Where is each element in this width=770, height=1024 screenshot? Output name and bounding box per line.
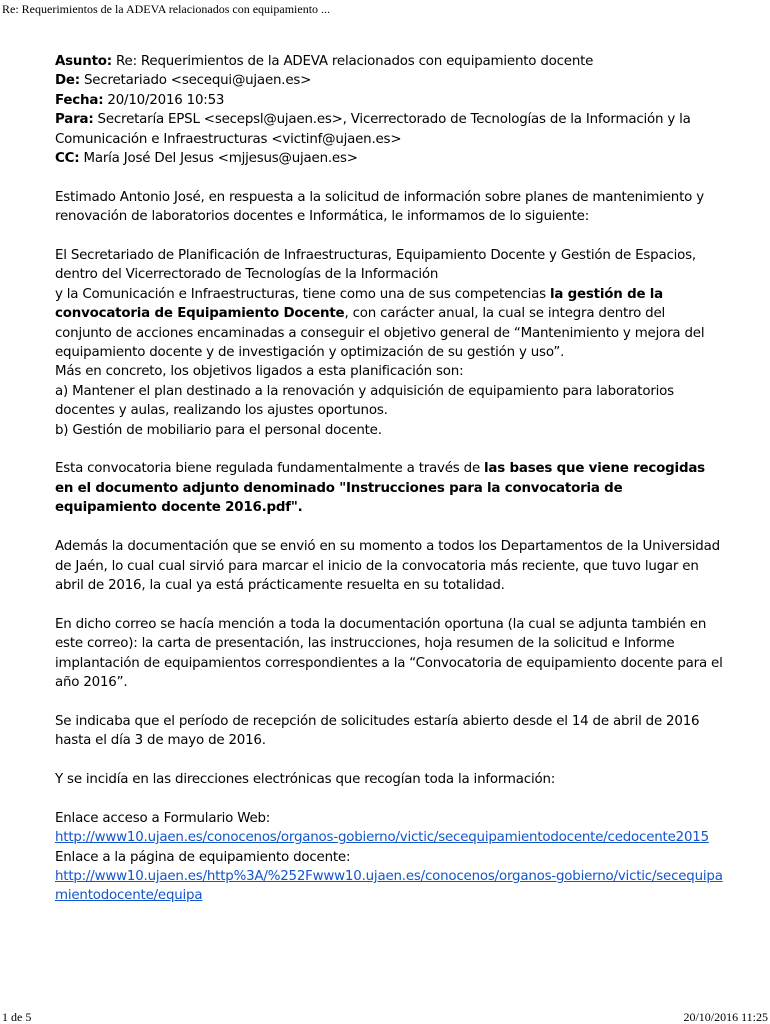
objective-b: b) Gestión de mobiliario para el personal docente. xyxy=(55,422,382,438)
greeting-paragraph: Estimado Antonio José, en respuesta a la solicitud de información sobre planes de mantenimiento y renovación de laboratorios docentes e Informática, le informamos de lo siguiente: xyxy=(55,189,704,225)
paragraph-direcciones: Y se incidía en las direcciones electrónicas que recogían toda la información: xyxy=(55,771,556,787)
cc-label: CC: xyxy=(55,151,80,167)
paragraph-correo: En dicho correo se hacía mención a toda la documentación oportuna (la cual se adjunta también en este correo): la carta de presentación, las instrucciones, hoja resumen de la solicitud e Informe implantación de equipamientos correspondientes a la “Convocatoria de equipamiento docente para el año 2016”. xyxy=(55,616,723,690)
paragraph-1-bold: la gestión de la convocatoria de Equipamiento Docente xyxy=(55,286,664,322)
cc-line xyxy=(55,149,725,168)
date-value: 20/10/2016 10:53 xyxy=(103,92,225,108)
page-header-title: Re: Requerimientos de la ADEVA relacionados con equipamiento ... xyxy=(2,2,331,16)
to-line xyxy=(55,110,725,149)
paragraph-1c-text: , con carácter anual, la cual se integra dentro del conjunto de acciones encaminadas a conseguir el objetivo general de “Mantenimiento y mejora del equipamiento docente y de investigación y optimización de su gestión y uso”. xyxy=(55,306,705,361)
paragraph-1b-text: y la Comunicación e Infraestructuras, tiene como una de sus competencias xyxy=(55,286,550,302)
paragraph-documentacion: Además la documentación que se envió en su momento a todos los Departamentos de la Universidad de Jaén, lo cual cual sirvió para marcar el inicio de la convocatoria más reciente, que tuvo lugar en abril de 2016, la cual ya está prácticamente resuelta en su totalidad. xyxy=(55,539,720,593)
paragraph-competencias xyxy=(55,246,725,440)
paragraph-1a: El Secretariado de Planificación de Infraestructuras, Equipamiento Docente y Gestión de Espacios, dentro del Vicerrectorado de Tecnologías de la Información xyxy=(55,248,696,283)
date-label: Fecha: xyxy=(55,92,104,108)
email-content xyxy=(55,52,725,906)
from-line xyxy=(55,71,725,90)
objective-a: a) Mantener el plan destinado a la renovación y adquisición de equipamiento para laboratorios docentes y aulas, realizando los ajustes oportunos. xyxy=(55,383,674,419)
to-value: Secretaría EPSL <secepsl@ujaen.es>, Vicerrectorado de Tecnologías de la Información y la Comunicación e Infraestructuras <victinf@ujaen.es> xyxy=(55,112,691,147)
paragraph-periodo: Se indicaba que el período de recepción de solicitudes estaría abierto desde el 14 de abril de 2016 hasta el día 3 de mayo de 2016. xyxy=(55,713,700,749)
to-label: Para: xyxy=(55,112,94,128)
link2-label: Enlace a la página de equipamiento docente: xyxy=(55,849,351,865)
paragraph-convocatoria xyxy=(55,459,725,517)
subject-label: Asunto: xyxy=(55,54,112,69)
email-headers xyxy=(55,52,725,168)
link1-label: Enlace acceso a Formulario Web: xyxy=(55,810,271,826)
equipamiento-page-link[interactable]: http://www10.ujaen.es/http%3A/%252Fwww10.ujaen.es/conocenos/organos-gobierno/victic/secequipamientodocente/equipa xyxy=(55,868,723,904)
paragraph-2-bold: las bases que viene recogidas en el documento adjunto denominado "Instrucciones para la convocatoria de equipamiento docente 2016.pdf". xyxy=(55,461,705,516)
paragraph-1d: Más en concreto, los objetivos ligados a esta planificación son: xyxy=(55,364,464,380)
from-value: Secretariado <secequi@ujaen.es> xyxy=(79,73,312,89)
paragraph-2-text: Esta convocatoria biene regulada fundamentalmente a través de xyxy=(55,461,485,477)
cc-value: María José Del Jesus <mjjesus@ujaen.es> xyxy=(79,151,358,167)
paragraph-1b xyxy=(55,285,725,363)
from-label: De: xyxy=(55,73,80,89)
formulario-web-link[interactable]: http://www10.ujaen.es/conocenos/organos-gobierno/victic/secequipamientodocente/cedocente2015 xyxy=(55,830,709,846)
date-line xyxy=(55,91,725,110)
page-number: 1 de 5 xyxy=(2,1010,32,1024)
print-timestamp: 20/10/2016 11:25 xyxy=(683,1010,768,1024)
subject-value: Re: Requerimientos de la ADEVA relacionados con equipamiento docente xyxy=(111,54,594,69)
subject-line xyxy=(55,52,725,71)
